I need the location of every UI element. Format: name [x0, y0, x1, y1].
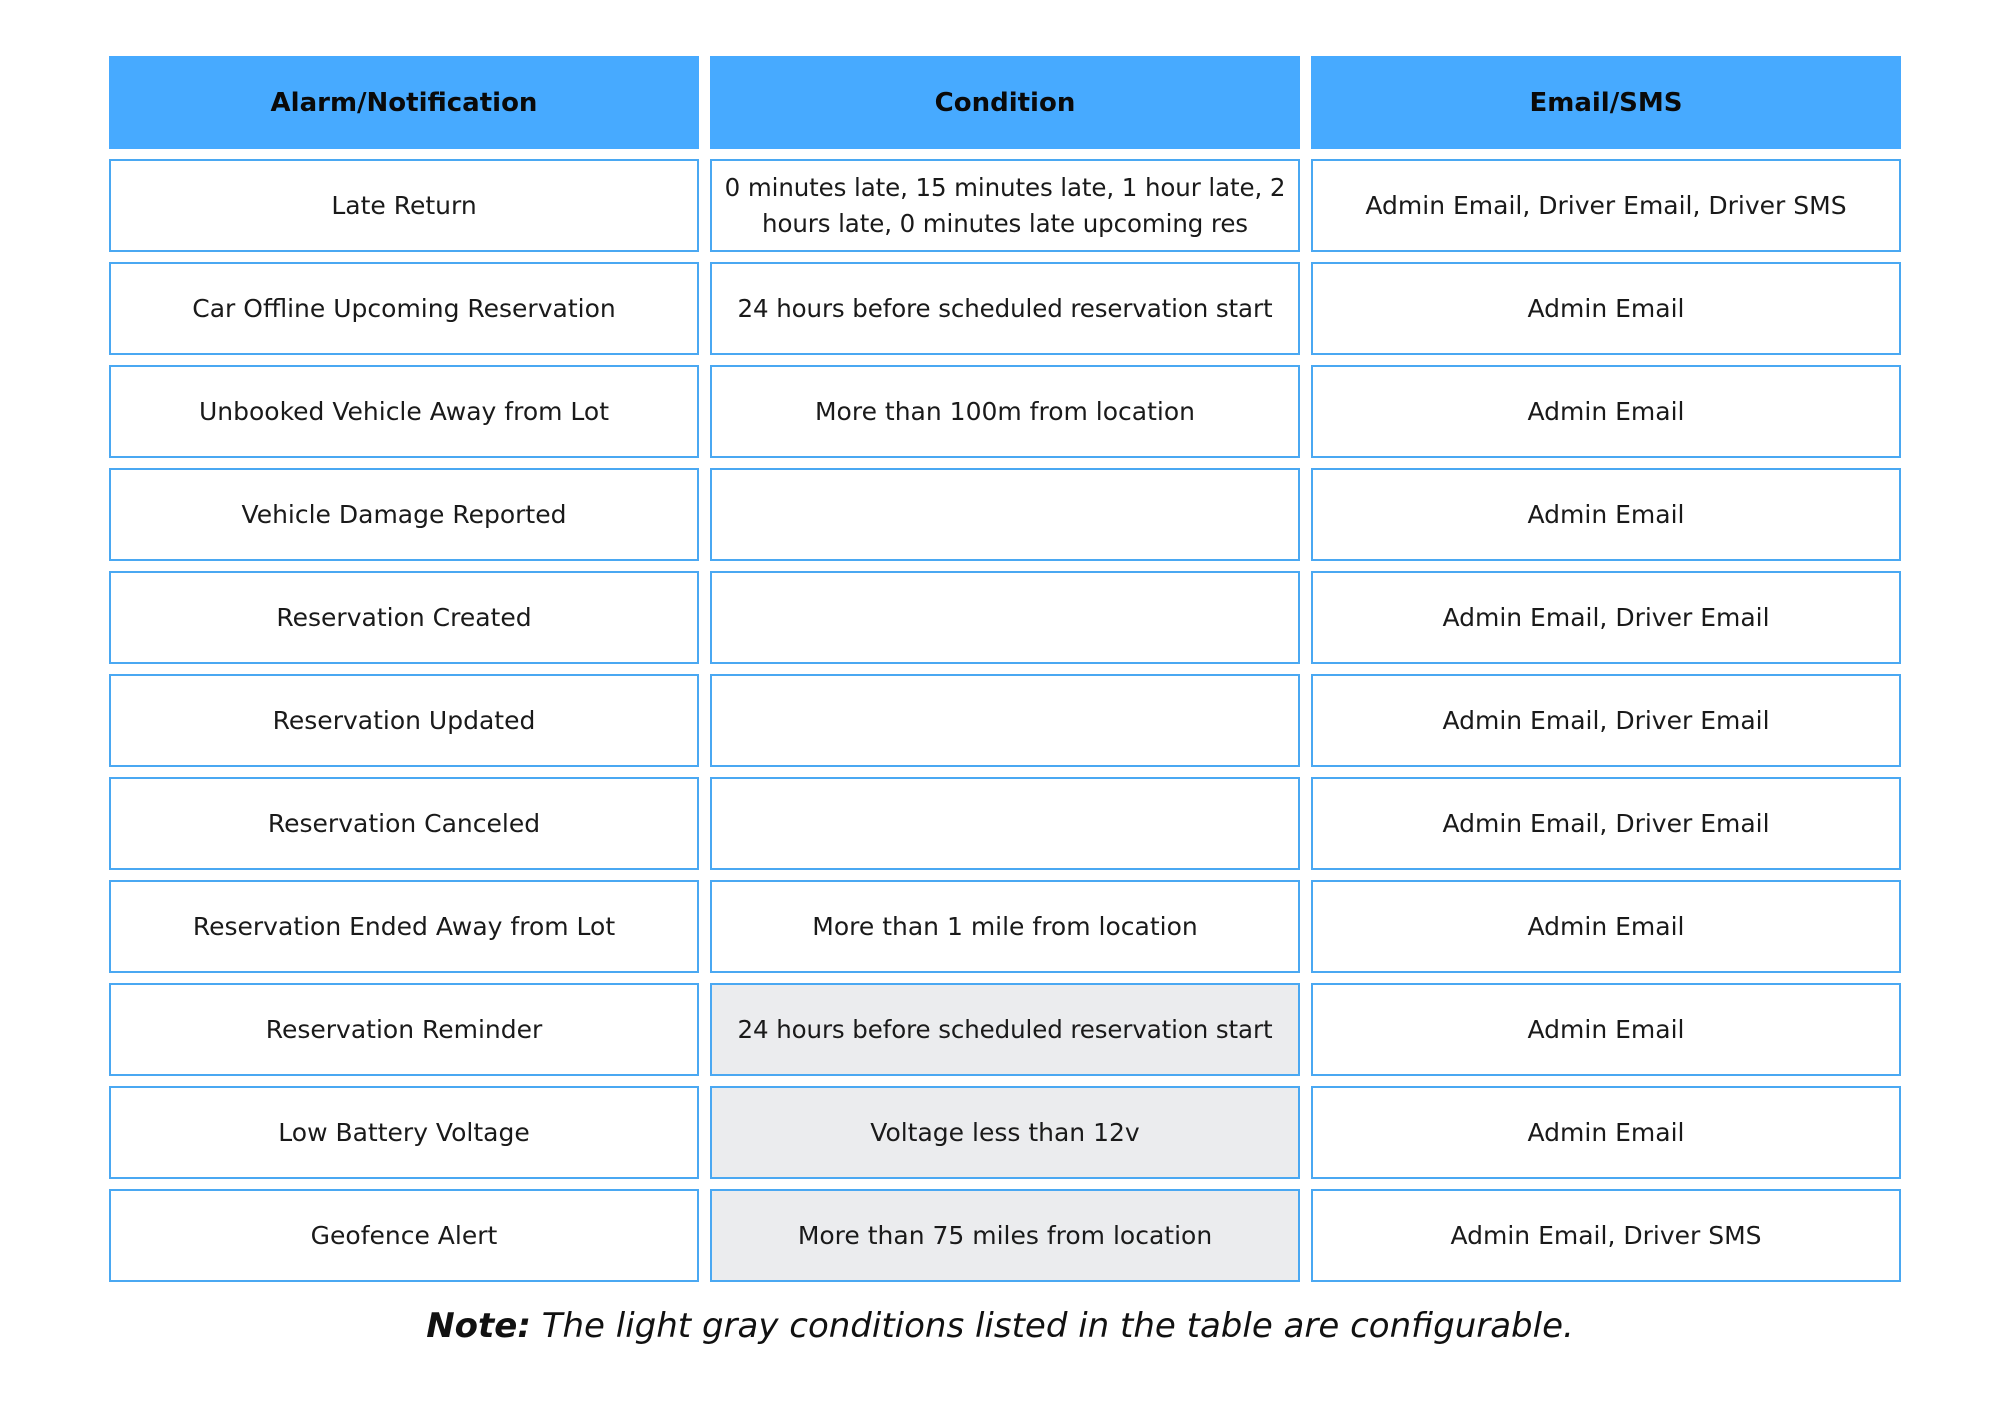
note-label: Note: [426, 1306, 531, 1346]
column-header-alarm: Alarm/Notification [109, 56, 699, 149]
row-8-alarm: Reservation Ended Away from Lot [109, 880, 699, 973]
row-7-condition [710, 777, 1300, 870]
row-11-condition: More than 75 miles from location [710, 1189, 1300, 1282]
row-1-channels: Admin Email, Driver Email, Driver SMS [1311, 159, 1901, 252]
row-9-condition: 24 hours before scheduled reservation start [710, 983, 1300, 1076]
table-note [0, 1306, 2000, 1346]
row-4-condition [710, 468, 1300, 561]
row-11-channels: Admin Email, Driver SMS [1311, 1189, 1901, 1282]
row-3-alarm: Unbooked Vehicle Away from Lot [109, 365, 699, 458]
row-8-channels: Admin Email [1311, 880, 1901, 973]
row-5-alarm: Reservation Created [109, 571, 699, 664]
row-3-channels: Admin Email [1311, 365, 1901, 458]
column-header-condition: Condition [710, 56, 1300, 149]
row-4-channels: Admin Email [1311, 468, 1901, 561]
row-1-alarm: Late Return [109, 159, 699, 252]
row-5-channels: Admin Email, Driver Email [1311, 571, 1901, 664]
notification-table [109, 56, 1901, 1282]
row-10-condition: Voltage less than 12v [710, 1086, 1300, 1179]
row-1-condition: 0 minutes late, 15 minutes late, 1 hour late, 2 hours late, 0 minutes late upcoming res [710, 159, 1300, 252]
row-11-alarm: Geofence Alert [109, 1189, 699, 1282]
row-10-alarm: Low Battery Voltage [109, 1086, 699, 1179]
row-2-channels: Admin Email [1311, 262, 1901, 355]
row-7-channels: Admin Email, Driver Email [1311, 777, 1901, 870]
row-6-condition [710, 674, 1300, 767]
row-3-condition: More than 100m from location [710, 365, 1300, 458]
row-6-alarm: Reservation Updated [109, 674, 699, 767]
row-2-condition: 24 hours before scheduled reservation start [710, 262, 1300, 355]
row-9-channels: Admin Email [1311, 983, 1901, 1076]
row-6-channels: Admin Email, Driver Email [1311, 674, 1901, 767]
row-9-alarm: Reservation Reminder [109, 983, 699, 1076]
note-text: The light gray conditions listed in the table are configurable. [541, 1306, 1574, 1346]
row-8-condition: More than 1 mile from location [710, 880, 1300, 973]
row-5-condition [710, 571, 1300, 664]
row-10-channels: Admin Email [1311, 1086, 1901, 1179]
column-header-email-sms: Email/SMS [1311, 56, 1901, 149]
row-2-alarm: Car Offline Upcoming Reservation [109, 262, 699, 355]
row-7-alarm: Reservation Canceled [109, 777, 699, 870]
row-4-alarm: Vehicle Damage Reported [109, 468, 699, 561]
